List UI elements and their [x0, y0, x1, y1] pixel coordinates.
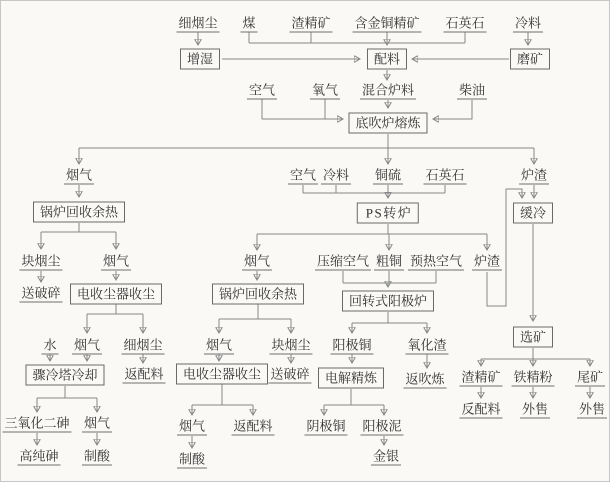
ore-dressing-box: 选矿 [513, 327, 553, 348]
esp-dust-mid: 电收尘器收尘 [176, 364, 268, 385]
return-converting: 返吹炼 [405, 371, 445, 387]
rotary-anode-furnace: 回转式阳极炉 [342, 291, 434, 312]
cold-material-converter: 冷料 [322, 167, 350, 183]
ps-converter: PS转炉 [357, 203, 419, 224]
diesel: 柴油 [458, 82, 486, 98]
iron-concentrate: 铁精粉 [513, 369, 553, 385]
lump-dust-mid: 块烟尘 [271, 337, 311, 353]
oxygen: 氧气 [311, 82, 339, 98]
slow-cooling-box: 缓冷 [513, 203, 553, 224]
cold-material-top: 冷料 [514, 15, 542, 31]
acid-making-left: 制酸 [83, 448, 111, 464]
quartz-top: 石英石 [445, 15, 485, 31]
to-crushing-mid: 送破碎 [270, 366, 310, 382]
humidify-box: 增湿 [180, 49, 220, 70]
mixed-charge: 混合炉料 [361, 82, 415, 98]
flue-gas-3: 烟气 [243, 253, 271, 269]
fine-dust-esp: 细烟尘 [123, 337, 163, 353]
oxidation-slag: 氧化渣 [407, 337, 447, 353]
gold-silver: 金银 [372, 448, 400, 464]
return-batching-mid: 返配料 [233, 418, 273, 434]
flue-gas-4: 烟气 [73, 337, 101, 353]
anode-slime: 阳极泥 [362, 418, 402, 434]
blister-copper: 粗铜 [375, 253, 403, 269]
preheated-air: 预热空气 [409, 253, 463, 269]
flue-gas-5: 烟气 [205, 337, 233, 353]
lump-dust-left: 块烟尘 [21, 253, 61, 269]
quench-tower-box: 骤冷塔冷却 [25, 365, 104, 386]
tailings: 尾矿 [576, 369, 604, 385]
slag-concentrate-top: 渣精矿 [291, 15, 331, 31]
boiler-heat-recovery-mid: 锅炉回收余热 [212, 284, 304, 305]
slag-concentrate-bottom: 渣精矿 [461, 369, 501, 385]
cathode-copper: 阴极铜 [306, 418, 346, 434]
fine-dust-top: 细烟尘 [178, 15, 218, 31]
water: 水 [43, 337, 57, 353]
grinding-box: 磨矿 [510, 49, 550, 70]
external-sale-2: 外售 [578, 401, 606, 417]
to-crushing-left: 送破碎 [21, 285, 61, 301]
electrolytic-refining-box: 电解精炼 [318, 368, 384, 389]
esp-dust-left: 电收尘器收尘 [70, 284, 162, 305]
high-purity-arsenic: 高纯砷 [19, 448, 59, 464]
flue-gas-1: 烟气 [65, 167, 93, 183]
furnace-slag-ps: 炉渣 [473, 253, 501, 269]
anode-copper: 阳极铜 [332, 337, 372, 353]
flue-gas-7: 烟气 [178, 418, 206, 434]
flow-connectors [1, 1, 609, 481]
compressed-air: 压缩空气 [316, 253, 370, 269]
gold-copper-concentrate: 含金铜精矿 [354, 15, 420, 31]
flue-gas-2: 烟气 [102, 253, 130, 269]
air-converter: 空气 [289, 167, 317, 183]
flue-gas-6: 烟气 [83, 415, 111, 431]
return-batch-br: 反配料 [461, 401, 501, 417]
quartz-converter: 石英石 [425, 167, 465, 183]
coal: 煤 [242, 15, 256, 31]
bottom-blown-smelting-box: 底吹炉熔炼 [348, 113, 427, 134]
copper-matte: 铜硫 [374, 167, 402, 183]
acid-making-mid: 制酸 [178, 451, 206, 467]
air-top: 空气 [248, 82, 276, 98]
boiler-heat-recovery-left: 锅炉回收余热 [33, 202, 125, 223]
furnace-slag-right: 炉渣 [520, 167, 548, 183]
return-batching-left: 返配料 [124, 366, 164, 382]
arsenic-trioxide: 三氧化二砷 [4, 415, 70, 431]
external-sale-1: 外售 [521, 401, 549, 417]
batching-box: 配料 [367, 49, 407, 70]
